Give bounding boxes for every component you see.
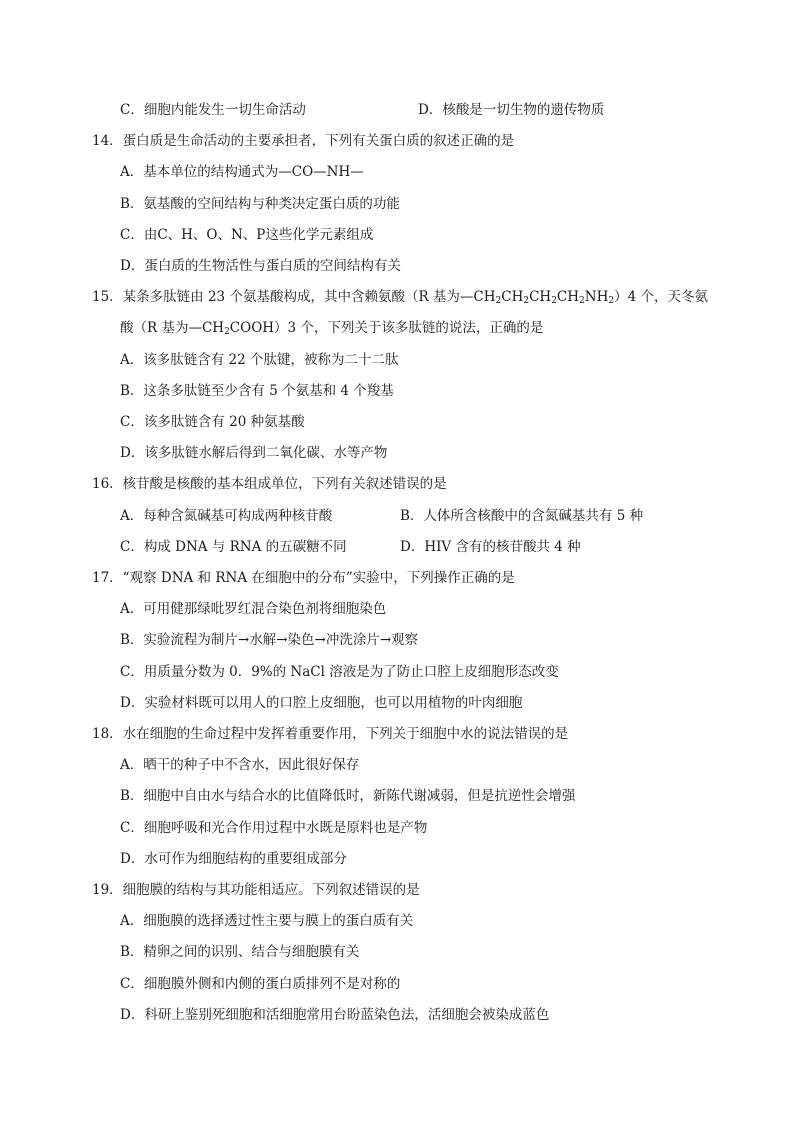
q17-option-a: A．可用健那绿吡罗红混合染色剂将细胞染色 [120,601,387,617]
q15-option-d: D．该多肽链水解后得到二氧化碳、水等产物 [120,445,388,461]
q14-stem: 14．蛋白质是生命活动的主要承担者，下列有关蛋白质的叙述正确的是 [92,133,515,149]
q18-option-c: C．细胞呼吸和光合作用过程中水既是原料也是产物 [120,820,428,836]
q16-option-a: A．每种含氮碱基可构成两种核苷酸 [120,508,333,524]
q18-option-a: A．晒干的种子中不含水，因此很好保存 [120,757,360,773]
q16-option-c: C．构成 DNA 与 RNA 的五碳糖不同 [120,539,347,555]
q16-stem: 16．核苷酸是核酸的基本组成单位，下列有关叙述错误的是 [92,476,447,492]
q15-option-c: C．该多肽链含有 20 种氨基酸 [120,414,305,430]
q19-stem: 19．细胞膜的结构与其功能相适应。下列叙述错误的是 [92,882,420,898]
q19-option-d: D．科研上鉴别死细胞和活细胞常用台盼蓝染色法，活细胞会被染成蓝色 [120,1007,550,1023]
q14-option-c: C．由C、H、O、N、P这些化学元素组成 [120,227,374,243]
q17-option-c: C．用质量分数为 0．9%的 NaCl 溶液是为了防止口腔上皮细胞形态改变 [120,664,559,680]
q15-option-b: B．这条多肽链至少含有 5 个氨基和 4 个羧基 [120,383,394,399]
q19-option-c: C．细胞膜外侧和内侧的蛋白质排列不是对称的 [120,976,401,992]
q19-option-b: B．精卵之间的识别、结合与细胞膜有关 [120,944,360,960]
q14-option-d: D．蛋白质的生物活性与蛋白质的空间结构有关 [120,258,401,274]
q14-option-a: A．基本单位的结构通式为—CO—NH— [120,164,364,180]
q17-option-b: B．实验流程为制片→水解→染色→冲洗涂片→观察 [120,632,419,648]
q14-option-b: B．氨基酸的空间结构与种类决定蛋白质的功能 [120,196,400,212]
q18-stem: 18．水在细胞的生命过程中发挥着重要作用，下列关于细胞中水的说法错误的是 [92,726,569,742]
q18-option-d: D．水可作为细胞结构的重要组成部分 [120,851,347,867]
q17-option-d: D．实验材料既可以用人的口腔上皮细胞，也可以用植物的叶肉细胞 [120,695,523,711]
q13-option-c: C．细胞内能发生一切生命活动 [120,102,306,118]
q17-stem: 17．“观察 DNA 和 RNA 在细胞中的分布”实验中，下列操作正确的是 [92,570,515,586]
q15-option-a: A．该多肽链含有 22 个肽键，被称为二十二肽 [120,352,399,368]
q18-option-b: B．细胞中自由水与结合水的比值降低时，新陈代谢减弱，但是抗逆性会增强 [120,788,576,804]
q13-option-d: D．核酸是一切生物的遗传物质 [418,102,605,118]
q19-option-a: A．细胞膜的选择透过性主要与膜上的蛋白质有关 [120,913,414,929]
q16-option-d: D．HIV 含有的核苷酸共 4 种 [400,539,581,555]
q15-stem-line2: 酸（R 基为$—CH_2COOH)3$ 个，下列关于该多肽链的说法，正确的是 [120,320,544,337]
q15-stem-line1: 15．某条多肽链由 23 个氨基酸构成，其中含赖氨酸（R 基为$—CH_2CH_2CH_2CH_2NH_2)4$ 个，天冬氨 [92,289,708,306]
q16-option-b: B．人体所含核酸中的含氮碱基共有 5 种 [400,508,644,524]
